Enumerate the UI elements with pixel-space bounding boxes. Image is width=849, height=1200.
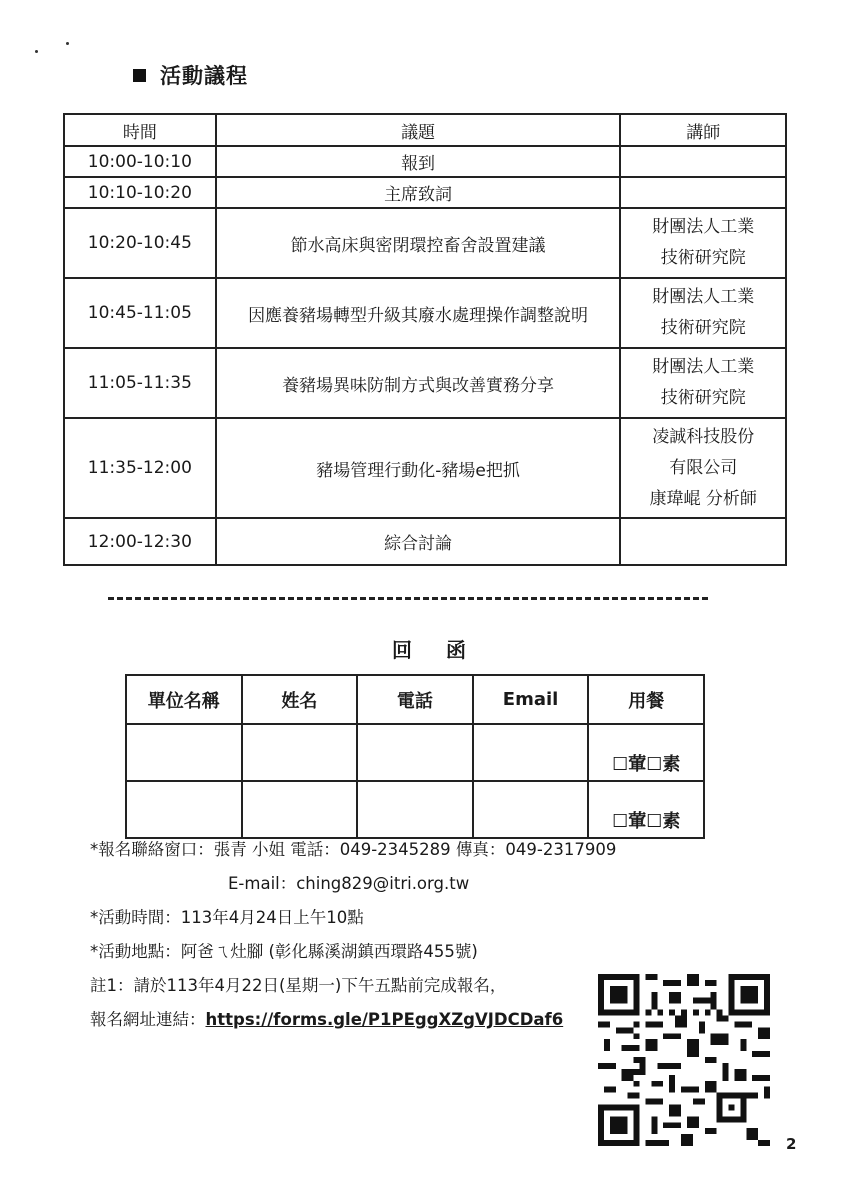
agenda-time: 11:05-11:35 — [64, 348, 216, 418]
event-time-line: *活動時間：113年4月24日上午10點 — [90, 908, 364, 927]
email-field[interactable] — [473, 781, 589, 838]
header-phone: 電話 — [357, 675, 473, 724]
reply-header-row — [126, 675, 704, 724]
agenda-time: 10:20-10:45 — [64, 208, 216, 278]
speaker-line: 技術研究院 — [660, 388, 746, 408]
link-label: 報名網址連結： — [90, 1010, 206, 1029]
agenda-row — [64, 348, 786, 418]
email-line: E-mail：ching829@itri.org.tw — [228, 874, 470, 893]
section-title-text: 活動議程 — [160, 64, 248, 88]
agenda-topic: 養豬場異味防制方式與改善實務分享 — [216, 348, 621, 418]
agenda-row — [64, 146, 786, 177]
speaker-line: 有限公司 — [669, 457, 738, 478]
agenda-topic: 綜合討論 — [216, 518, 621, 565]
phone-field[interactable] — [357, 724, 473, 781]
speaker-line: 財團法人工業 — [652, 357, 755, 377]
speaker-line: 技術研究院 — [660, 318, 746, 338]
agenda-row — [64, 177, 786, 208]
unit-field[interactable] — [126, 724, 242, 781]
scan-speck — [66, 42, 69, 45]
speaker-line: 康瑋崐 分析師 — [649, 488, 757, 509]
agenda-speaker — [620, 208, 786, 278]
header-name: 姓名 — [242, 675, 358, 724]
speaker-line: 財團法人工業 — [652, 287, 755, 307]
header-topic: 議題 — [216, 114, 621, 146]
cut-line — [108, 597, 708, 600]
agenda-topic: 主席致詞 — [216, 177, 621, 208]
speaker-line: 技術研究院 — [660, 248, 746, 268]
reply-title: 回函 — [392, 638, 500, 662]
notes — [90, 833, 616, 1037]
agenda-speaker — [620, 418, 786, 518]
event-location-line: *活動地點：阿爸ㄟ灶腳 (彰化縣溪湖鎮西環路455號) — [90, 942, 478, 961]
agenda-speaker — [620, 278, 786, 348]
header-meal: 用餐 — [588, 675, 704, 724]
reply-row — [126, 781, 704, 838]
registration-link[interactable]: https://forms.gle/P1PEggXZgVJDCDaf6 — [205, 1010, 564, 1029]
agenda-time: 10:00-10:10 — [64, 146, 216, 177]
header-speaker: 講師 — [620, 114, 786, 146]
header-unit: 單位名稱 — [126, 675, 242, 724]
agenda-time: 10:10-10:20 — [64, 177, 216, 208]
agenda-row — [64, 208, 786, 278]
agenda-topic: 因應養豬場轉型升級其廢水處理操作調整說明 — [216, 278, 621, 348]
page-number: 2 — [786, 1135, 797, 1153]
qr-code-icon — [598, 974, 770, 1146]
agenda-row — [64, 518, 786, 565]
agenda-speaker — [620, 146, 786, 177]
name-field[interactable] — [242, 781, 358, 838]
reply-form-table — [125, 674, 705, 839]
agenda-topic: 豬場管理行動化-豬場e把抓 — [216, 418, 621, 518]
agenda-time: 11:35-12:00 — [64, 418, 216, 518]
meal-option[interactable]: ☐葷☐素 — [588, 724, 704, 781]
remark-line: 註1：請於113年4月22日(星期一)下午五點前完成報名， — [90, 976, 507, 995]
section-title — [133, 60, 248, 90]
header-time: 時間 — [64, 114, 216, 146]
agenda-speaker — [620, 177, 786, 208]
agenda-row — [64, 418, 786, 518]
contact-line: *報名聯絡窗口：張青 小姐 電話：049-2345289 傳真：049-2317909 — [90, 840, 617, 859]
black-square-icon — [133, 69, 146, 82]
agenda-speaker — [620, 348, 786, 418]
scan-speck — [35, 50, 38, 53]
unit-field[interactable] — [126, 781, 242, 838]
speaker-line: 財團法人工業 — [652, 217, 755, 237]
agenda-time: 10:45-11:05 — [64, 278, 216, 348]
speaker-line: 凌誠科技股份 — [652, 426, 755, 447]
agenda-topic: 節水高床與密閉環控畜舍設置建議 — [216, 208, 621, 278]
header-email: Email — [473, 675, 589, 724]
registration-link-line — [90, 1003, 616, 1037]
agenda-speaker — [620, 518, 786, 565]
phone-field[interactable] — [357, 781, 473, 838]
agenda-header-row — [64, 114, 786, 146]
agenda-table — [63, 113, 787, 566]
name-field[interactable] — [242, 724, 358, 781]
meal-option[interactable]: ☐葷☐素 — [588, 781, 704, 838]
agenda-time: 12:00-12:30 — [64, 518, 216, 565]
agenda-row — [64, 278, 786, 348]
email-field[interactable] — [473, 724, 589, 781]
agenda-topic: 報到 — [216, 146, 621, 177]
reply-row — [126, 724, 704, 781]
